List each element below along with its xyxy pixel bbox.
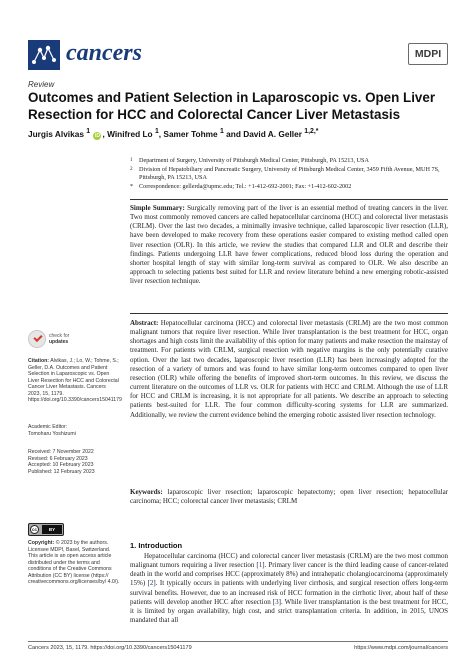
- academic-editor-name: Tomoharu Yoshizumi: [28, 430, 76, 437]
- author-affiliation-sup: 1: [154, 128, 159, 135]
- check-for-updates-button[interactable]: [28, 330, 78, 352]
- affiliation-marker: *: [130, 183, 134, 190]
- footer-journal-url[interactable]: https://www.mdpi.com/journal/cancers: [354, 645, 448, 651]
- check-updates-line: updates: [49, 339, 69, 345]
- published-date: Published: 12 February 2023: [28, 468, 95, 475]
- simple-summary-text: Surgically removing part of the liver is an essential method of treating cancers in the liver. Two most commonly removed cancers are called hepatocellular carcinoma (HCC) and colorectal liver metastasis (CRLM). Over the last two decades, a minimally invasive technique, called laparoscopic liver resection (LLR), have been developed to make recovery from these operations easier compared to existing method called open liver resection (OLR). In this article, we review the studies that compared LLR and OLR and describe their findings. Patients undergoing LLR have fewer complications, reduced blood loss during the operation and shorter hospital length of stay with similar long-term survival as compared to OLR. We also describe an approach to selecting patients best suited for LLR and review literature behind a new emerging robotic-assisted liver resection technique.: [130, 204, 449, 286]
- citation-reference-link[interactable]: 2: [149, 579, 154, 588]
- author-affiliation-sup: 1: [219, 128, 224, 135]
- accepted-date: Accepted: 10 February 2023: [28, 462, 94, 468]
- copyright-text: © 2023 by the authors. Licensee MDPI, Basel, Switzerland. This article is an open access article distributed under the terms and conditions of the Creative Commons Attribution (CC BY) license (https:// creativecommons.org/licenses/by/ 4.0/).: [28, 540, 120, 585]
- footer-divider: [28, 641, 448, 642]
- affiliation: [130, 183, 450, 191]
- author-name[interactable]: Jurgis Alvikas: [28, 128, 84, 139]
- affiliation: [130, 166, 450, 181]
- article-type: Review: [28, 80, 55, 89]
- citation-block: [28, 358, 120, 404]
- affiliation-text: Department of Surgery, University of Pittsburgh Medical Center, Pittsburgh, PA 15213, USA: [139, 157, 369, 164]
- author-list: Jurgis Alvikas $^1$ iD , Winifred Lo $^1$, Samer Tohme $^1$ and David A. Geller $^{1,2,*}$: [28, 128, 319, 139]
- check-updates-icon: [28, 330, 46, 348]
- author-affiliation-sup: 1: [86, 128, 91, 135]
- keywords-label: Keywords:: [130, 488, 163, 496]
- simple-summary-label: Simple Summary:: [130, 204, 185, 212]
- journal-logo-icon: [28, 40, 60, 70]
- citation-text[interactable]: Alvikas, J.; Lo, W.; Tohme, S.; Geller, D.A. Outcomes and Patient Selection in Laparoscopic vs. Open Liver Resection for HCC and Colorectal Cancer Liver Metastasis. Cancers 2023, 15, 1179. https://doi.org/10.3390/cancers15041179: [28, 358, 122, 403]
- affiliation-marker: 2: [130, 166, 133, 172]
- academic-editor-block: [28, 424, 120, 437]
- article-title: Outcomes and Patient Selection in Laparoscopic vs. Open Liver Resection for HCC and Colorectal Cancer Liver Metastasis: [28, 90, 436, 122]
- section-heading: 1. Introduction: [130, 541, 183, 550]
- affiliation: [130, 157, 450, 165]
- introduction-paragraph: [130, 552, 448, 625]
- abstract-text: Hepatocellular carcinoma (HCC) and colorectal liver metastasis (CRLM) are the two most common malignant tumors that require liver resection. While liver transplantation is the best treatment for HCC, organ shortages and high costs limit the availability of this option for many patients and make resection the mainstay of treatment. For patients with CRLM, surgical resection with negative margins is the only potentially curative option. Over the last two decades, laparoscopic liver resection (LLR) has been increasingly adopted for the resection of a variety of tumors and was found to have similar long-term outcomes compared to open liver resection (OLR) while offering the benefits of improved short-term outcomes. In this review, we discuss the current literature on the outcomes of LLR vs. OLR for patients with HCC and CRLM. Although the use of LLR for HCC and CRLM is increasing, it is not appropriate for all patients. We describe an approach to selecting patients best-suited for LLR. The four common difficulty-scoring systems for LLR are summarized. Additionally, we review the current evidence behind the emerging robotic assisted liver resection technology.: [130, 319, 449, 419]
- check-updates-label: [49, 333, 69, 345]
- footer-citation[interactable]: Cancers 2023, 15, 1179. https://doi.org/10.3390/cancers15041179: [28, 645, 192, 651]
- cc-icon: cc: [31, 527, 37, 532]
- author-affiliation-sup: 1,2,*: [304, 128, 319, 135]
- correspondence-text[interactable]: Correspondence: gellerda@upmc.edu; Tel.: +1-412-692-2001; Fax: +1-412-602-2002: [139, 183, 352, 190]
- citation-label: Citation:: [28, 358, 50, 364]
- summary-divider: [130, 313, 448, 314]
- summary-divider: [130, 199, 448, 200]
- affiliation-text: Division of Hepatobiliary and Pancreatic Surgery, University of Pittsburgh Medical Center, 3459 Fifth Avenue, MUH 7S, Pittsburgh, PA 15213, USA: [139, 166, 440, 181]
- author-name[interactable]: Samer Tohme: [163, 128, 218, 139]
- intro-text: ]. It typically occurs in patients with underlying liver cirrhosis, and surgical resection offers long-term survival benefits. However, due to an increased risk of HCC formation in the cirrhotic liver, about half of these patients will develop another HCC after resection [: [130, 579, 449, 606]
- simple-summary: [130, 204, 448, 286]
- citation-reference-link[interactable]: 1: [258, 561, 263, 570]
- orcid-icon[interactable]: iD: [94, 132, 100, 139]
- dates-block: [28, 449, 120, 475]
- author-name[interactable]: David A. Geller: [243, 128, 302, 139]
- academic-editor-label: Academic Editor:: [28, 424, 68, 430]
- intro-text: ]. While liver transplantation is the best treatment for HCC, it is limited by organ availability, high cost, and strict transplantation criteria. In addition, in 2015, UNOS mandated that all: [130, 597, 449, 625]
- copyright-label: Copyright:: [28, 540, 55, 546]
- journal-name: cancers: [66, 40, 142, 66]
- keywords-text: laparoscopic liver resection; laparoscopic hepatectomy; open liver resection; hepatocellular carcinoma; HCC; colorectal cancer liver metastasis; CRLM: [130, 488, 449, 506]
- check-updates-line: check for: [49, 333, 70, 339]
- author-name[interactable]: Winifred Lo: [107, 128, 153, 139]
- publisher-logo: MDPI: [408, 43, 448, 65]
- affiliation-marker: 1: [130, 157, 133, 163]
- keywords: [130, 488, 448, 506]
- intro-text: ]. Primary liver cancer is the third leading cause of cancer-related death in the world and comprises HCC (approximately 8%) and intrahepatic cholangiocarcinoma (approximately 15%) [: [130, 561, 448, 588]
- abstract-label: Abstract:: [130, 319, 159, 327]
- abstract: [130, 319, 448, 420]
- intro-text: Hepatocellular carcinoma (HCC) and colorectal cancer liver metastasis (CRLM) are the two most common malignant tumors requiring a liver resection [: [130, 552, 448, 570]
- citation-reference-link[interactable]: 3: [275, 597, 279, 606]
- by-icon: BY: [42, 525, 62, 534]
- journal-header: [28, 38, 448, 78]
- received-date: Received: 7 November 2022: [28, 449, 94, 455]
- revised-date: Revised: 6 February 2023: [28, 455, 88, 462]
- cc-by-license-badge[interactable]: [28, 523, 64, 536]
- copyright-block: [28, 540, 120, 586]
